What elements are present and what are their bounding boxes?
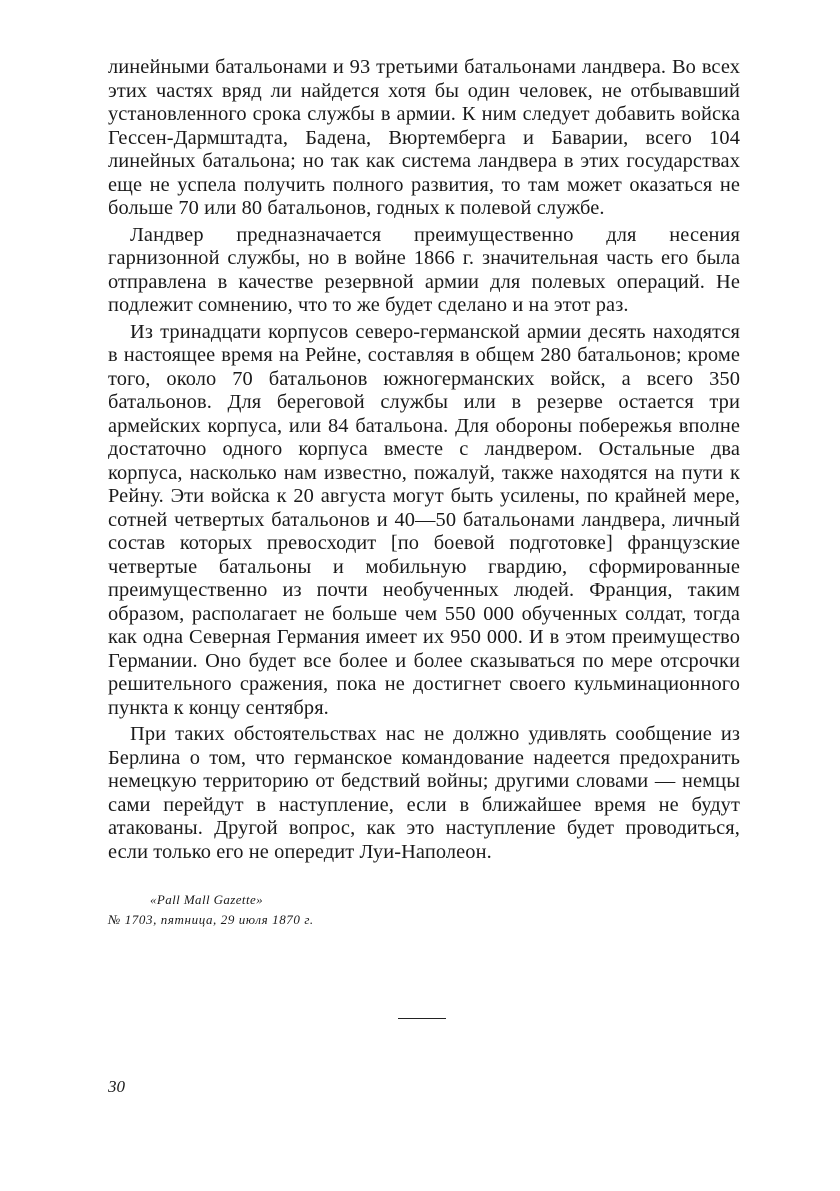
paragraph-3: Из тринадцати корпусов северо-германской армии десять находятся в настоящее время на Рейне, составляя в общем 280 батальонов; кроме того, около 70 батальонов южногерманских войск, а всего 350 батальонов. Для береговой службы или в резерве остается три армейских корпуса, или 84 батальона. Для обороны побережья вполне достаточно одного корпуса вместе с ландвером. Остальные два корпуса, насколько нам известно, пожалуй, также находятся на пути к Рейну. Эти войска к 20 августа могут быть усилены, по крайней мере, сотней четвертых батальонов и 40—50 батальонами ландвера, личный состав которых превосходит [по боевой подготовке] французские четвертые батальоны и мобильную гвардию, сформированные преимущественно из почти необученных людей. Франция, таким образом, располагает не больше чем 550 000 обученных солдат, тогда как одна Северная Германия имеет их 950 000. И в этом преимущество Германии. Оно будет все более и более сказываться по мере отсрочки решительного сражения, пока не достигнет своего кульминационного пункта к концу сентября. [108,320,740,719]
section-divider [398,1018,446,1019]
source-publication: «Pall Mall Gazette» [150,892,264,907]
page-number: 30 [108,1077,125,1096]
paragraph-2: Ландвер предназначается преимущественно для несения гарнизонной службы, но в войне 1866 г. значительная часть его была отправлена в качестве резервной армии для полевых операций. Не подлежит сомнению, что то же будет сделано и на этот раз. [108,223,740,316]
paragraph-4: При таких обстоятельствах нас не должно удивлять сообщение из Берлина о том, что германское командование надеется предохранить немецкую территорию от бедствий войны; другими словами — немцы сами перейдут в наступление, если в ближайшее время не будут атакованы. Другой вопрос, как это наступление будет проводиться, если только его не опередит Луи-Наполеон. [108,723,740,863]
source-citation [108,890,740,930]
source-issue: № 1703, пятница, 29 июля 1870 г. [108,912,314,927]
page-body [108,56,740,930]
paragraph-1: линейными батальонами и 93 третьими батальонами ландвера. Во всех этих частях вряд ли найдется хотя бы один человек, не отбывавший установленного срока службы в армии. К ним следует добавить войска Гессен-Дармштадта, Бадена, Вюртемберга и Баварии, всего 104 линейных батальона; но так как система ландвера в этих государствах еще не успела получить полного развития, то там может оказаться не больше 70 или 80 батальонов, годных к полевой службе. [108,56,740,219]
